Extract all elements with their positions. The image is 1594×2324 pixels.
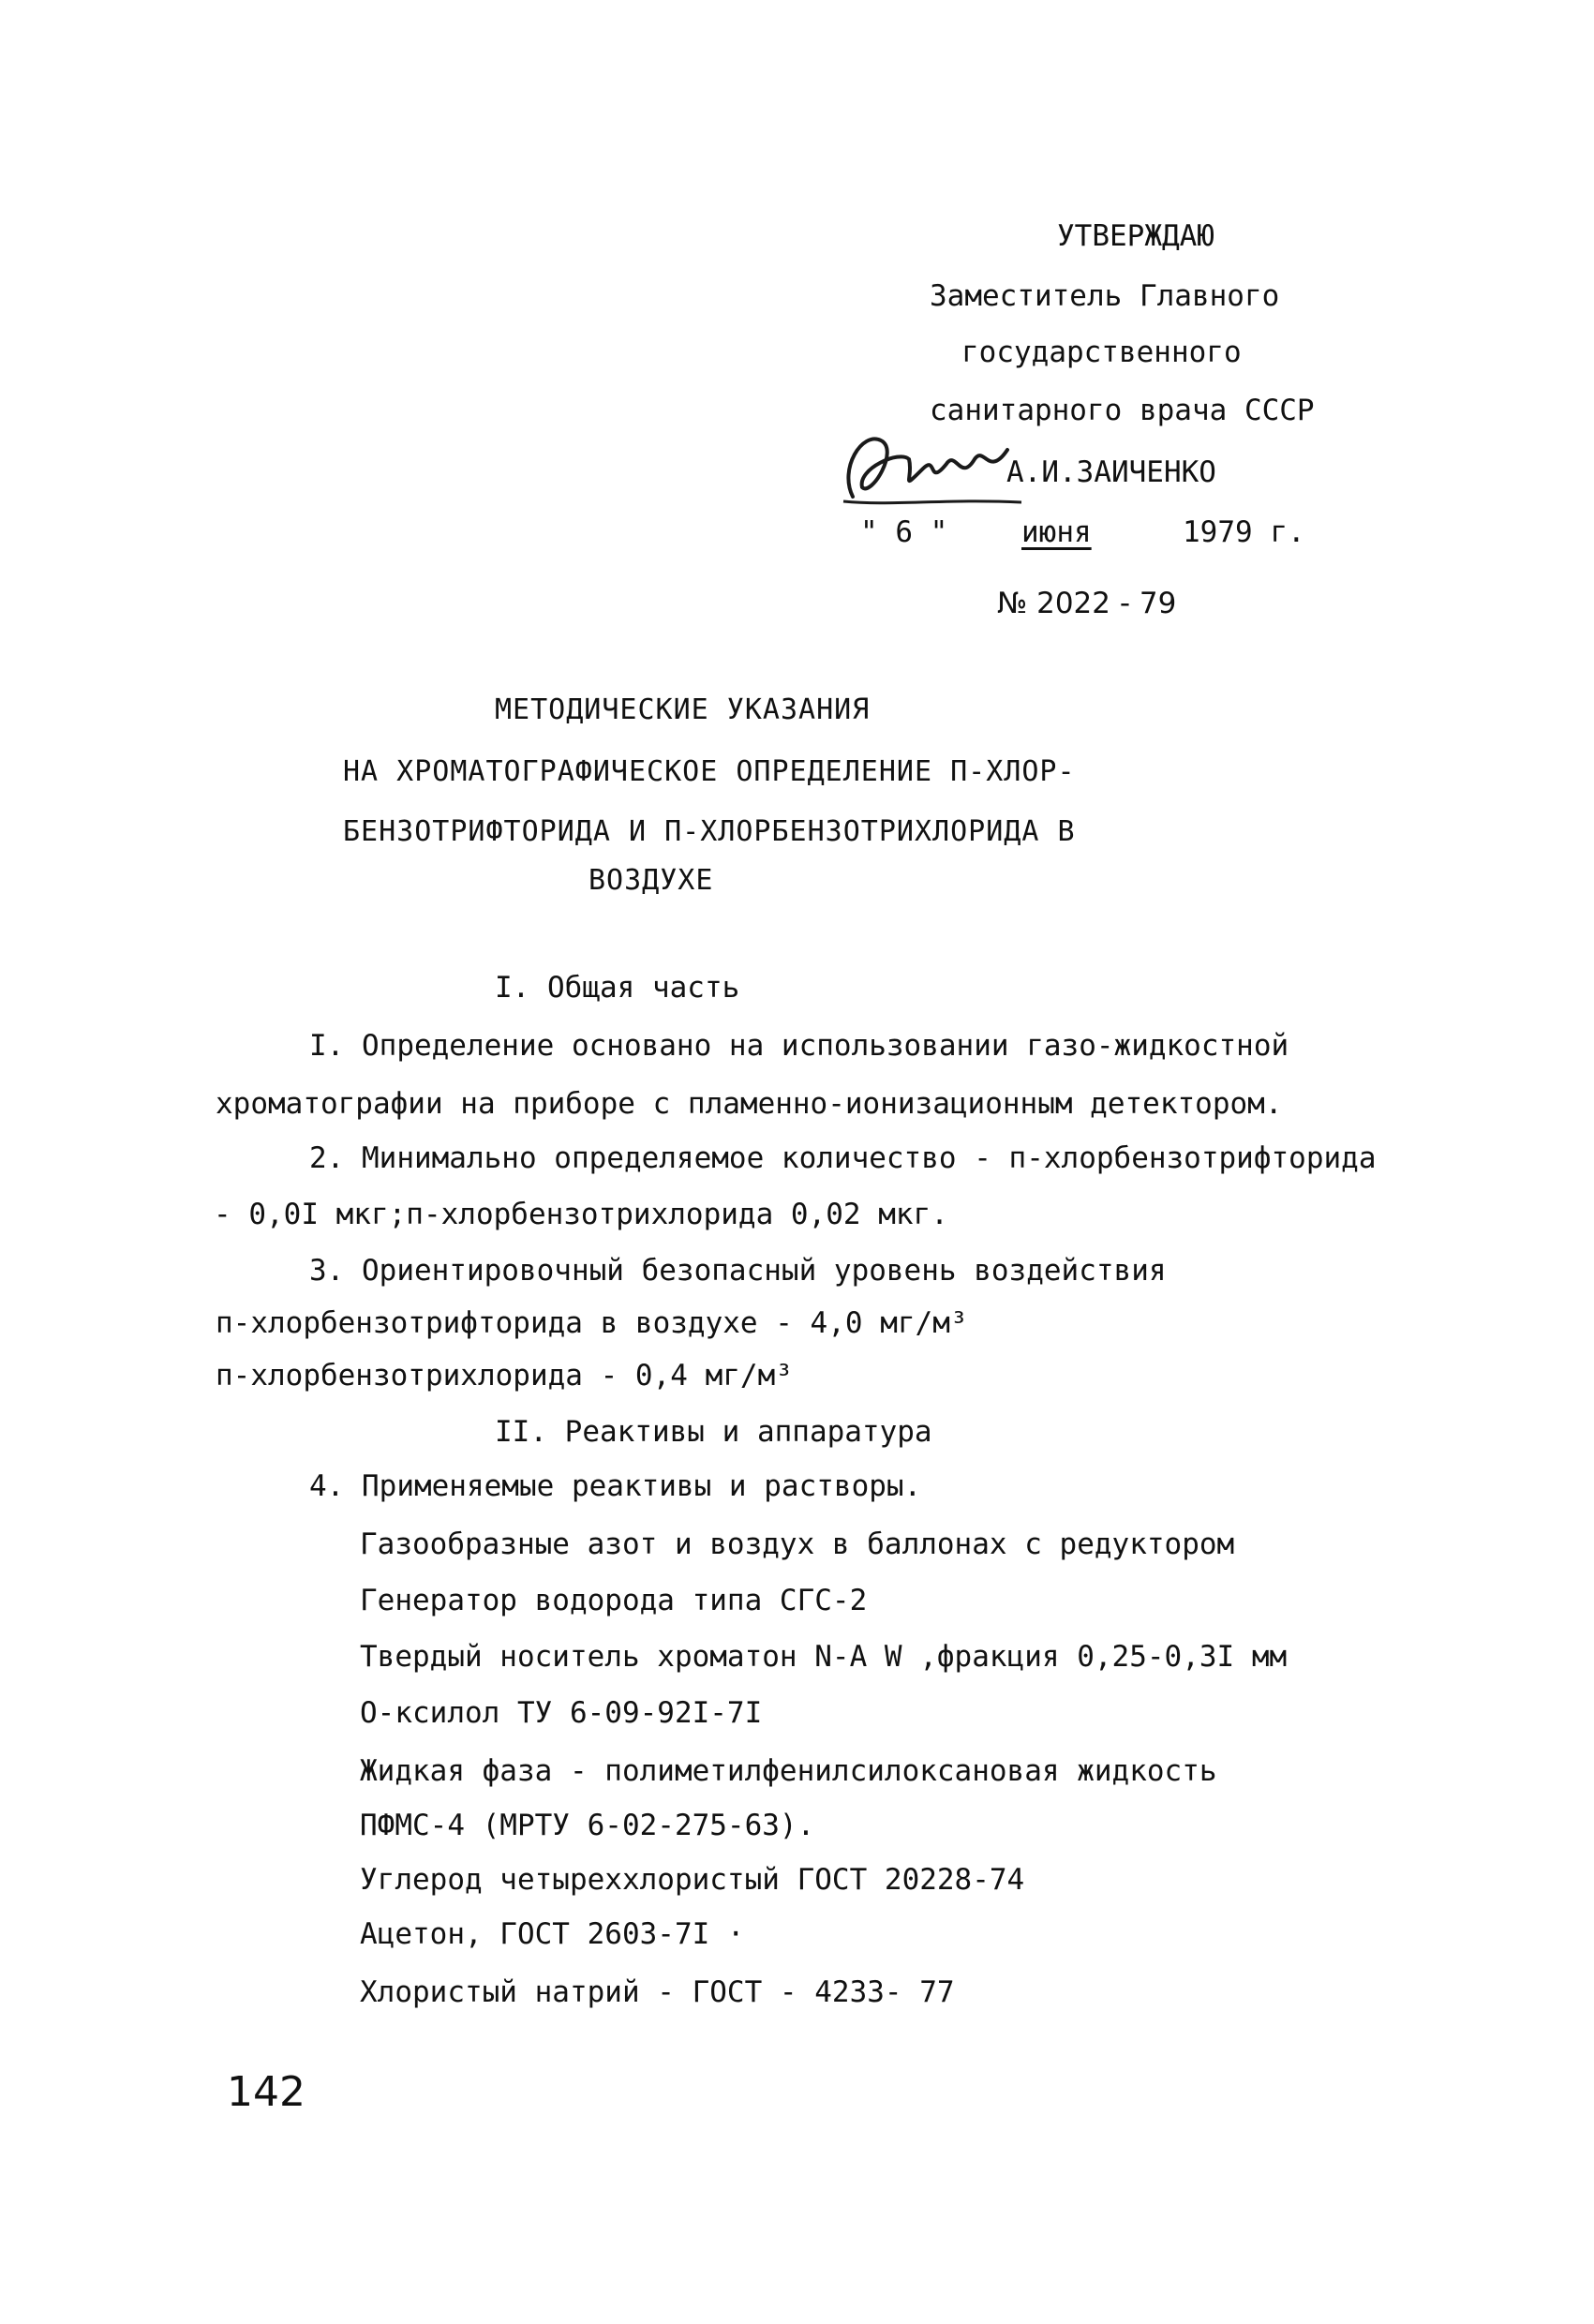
approval-position-line2: государственного bbox=[961, 335, 1242, 369]
paragraph-4: 4. Применяемые реактивы и растворы. bbox=[309, 1469, 922, 1503]
approval-position-line1: Заместитель Главного bbox=[930, 279, 1280, 313]
reagent-item: Твердый носитель хроматон N-A W ,фракция 0,25-0,3I мм bbox=[360, 1640, 1288, 1674]
reagent-item: ПФМС-4 (МРТУ 6-02-275-63). bbox=[360, 1809, 815, 1842]
approval-date-day: " 6 " bbox=[860, 515, 948, 549]
reagent-item: Хлористый натрий - ГОСТ - 4233- 77 bbox=[360, 1975, 955, 2009]
reagent-item: О-ксилол ТУ 6-09-92I-7I bbox=[360, 1696, 763, 1730]
signature-image bbox=[834, 412, 1031, 515]
reagent-item: Генератор водорода типа СГС-2 bbox=[360, 1584, 868, 1617]
paragraph-3c: п-хлорбензотрихлорида - 0,4 мг/м³ bbox=[216, 1359, 793, 1393]
reagent-item: Жидкая фаза - полиметилфенилсилоксановая жидкость bbox=[360, 1754, 1217, 1788]
paragraph-2a: 2. Минимально определяемое количество - п-хлорбензотрифторида bbox=[309, 1141, 1377, 1175]
reagent-item: Ацетон, ГОСТ 2603-7I · bbox=[360, 1917, 745, 1951]
approval-heading: УТВЕРЖДАЮ bbox=[1057, 219, 1214, 253]
section1-heading: I. Общая часть bbox=[495, 971, 740, 1005]
approval-number: № 2022 - 79 bbox=[997, 587, 1177, 620]
document-title-line1: МЕТОДИЧЕСКИЕ УКАЗАНИЯ bbox=[495, 693, 871, 726]
paragraph-1b: хроматографии на приборе с пламенно-ионизационным детектором. bbox=[216, 1087, 1283, 1121]
section2-heading: II. Реактивы и аппаратура bbox=[495, 1415, 932, 1449]
approval-date-month: июня bbox=[1021, 515, 1092, 549]
reagent-item: Газообразные азот и воздух в баллонах с редуктором bbox=[360, 1527, 1235, 1561]
paragraph-2b: - 0,0I мкг;п-хлорбензотрихлорида 0,02 мкг. bbox=[214, 1198, 948, 1231]
paragraph-1a: I. Определение основано на использовании газо-жидкостной bbox=[309, 1029, 1289, 1063]
document-title-line2: НА ХРОМАТОГРАФИЧЕСКОЕ ОПРЕДЕЛЕНИЕ П-ХЛОР- bbox=[343, 755, 1076, 788]
approval-position-line3: санитарного врача СССР bbox=[930, 394, 1315, 427]
paragraph-3b: п-хлорбензотрифторида в воздухе - 4,0 мг/м³ bbox=[216, 1306, 968, 1340]
page-number: 142 bbox=[227, 2068, 305, 2116]
approval-name: А.И.ЗАИЧЕНКО bbox=[1006, 455, 1216, 489]
document-title-line4: ВОЗДУХЕ bbox=[588, 864, 714, 897]
approval-date-year: 1979 г. bbox=[1183, 515, 1305, 549]
paragraph-3a: 3. Ориентировочный безопасный уровень воздействия bbox=[309, 1254, 1167, 1288]
document-title-line3: БЕНЗОТРИФТОРИДА И П-ХЛОРБЕНЗОТРИХЛОРИДА В bbox=[343, 815, 1076, 848]
reagent-item: Углерод четыреххлористый ГОСТ 20228-74 bbox=[360, 1863, 1025, 1897]
